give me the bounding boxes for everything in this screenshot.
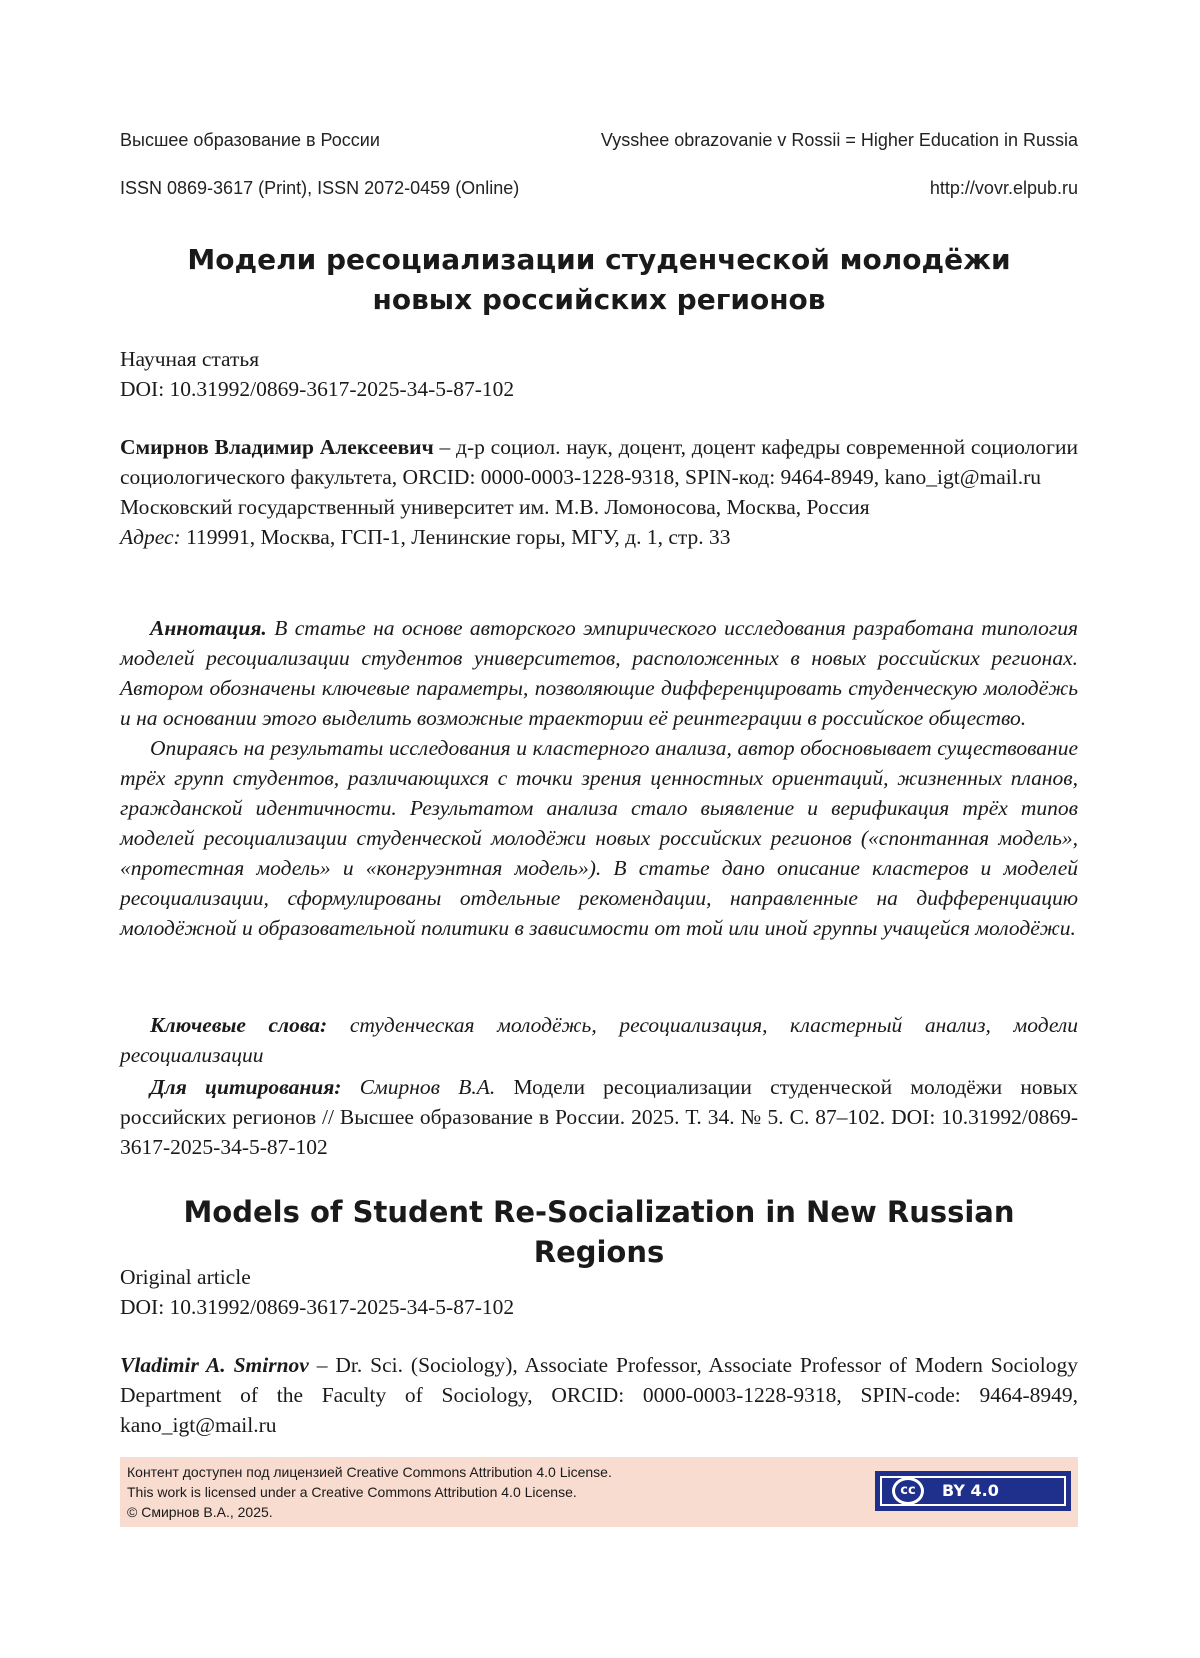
affiliation-ru: Московский государственный университет им. М.В. Ломоносова, Москва, Россия bbox=[120, 495, 870, 519]
license-line-en: This work is licensed under a Creative Commons Attribution 4.0 License. bbox=[127, 1484, 577, 1500]
copyright: © Смирнов В.А., 2025. bbox=[127, 1504, 273, 1520]
journal-title-en: Vysshee obrazovanie v Rossii = Higher Education in Russia bbox=[600, 130, 1078, 150]
abstract-p2: Опираясь на результаты исследования и кластерного анализа, автор обосновывает существование трёх групп студентов, различающихся с точки зрения ценностных ориентаций, жизненных планов, гражданской идентичности. Результатом анализа стало выявление и верификация трёх типов моделей ресоциализации студенческой молодёжи новых российских регионов («спонтанная модель», «протестная модель» и «конгруэнтная модель»). В статье дано описание кластеров и моделей ресоциализации, сформулированы отдельные рекомендации, направленные на дифференциацию молодёжной и образовательной политики в зависимости от той или иной группы учащейся молодёжи. bbox=[120, 736, 1078, 940]
keywords-label: Ключевые слова: bbox=[150, 1013, 328, 1037]
author-desc-ru: – д-р социол. наук, доцент, доцент кафедры современной социологии социологического факультета, ORCID: 0000-0003-1228-9318, SPIN-код: 9464-8949, kano_igt@mail.ru bbox=[120, 435, 1078, 489]
license-box bbox=[120, 1457, 1078, 1527]
cite-author: Смирнов В.А. bbox=[341, 1075, 496, 1099]
doi-en[interactable]: DOI: 10.31992/0869-3617-2025-34-5-87-102 bbox=[120, 1295, 515, 1319]
author-info-ru bbox=[120, 432, 1078, 552]
author-desc-en: – Dr. Sci. (Sociology), Associate Professor, Associate Professor of Modern Sociology Department of the Faculty of Sociology, ORCID: 0000-0003-1228-9318, SPIN-code: 9464-8949, kano_igt@mail.ru bbox=[120, 1353, 1078, 1437]
article-title-ru bbox=[120, 240, 1078, 320]
journal-url[interactable]: http://vovr.elpub.ru bbox=[929, 178, 1078, 198]
address-value-ru: 119991, Москва, ГСП-1, Ленинские горы, МГУ, д. 1, стр. 33 bbox=[180, 525, 731, 549]
title-ru-line1: Модели ресоциализации студенческой молодёжи bbox=[187, 243, 1011, 276]
abstract-p1 bbox=[120, 613, 1078, 733]
author-line-ru bbox=[120, 432, 1078, 492]
issn: ISSN 0869-3617 (Print), ISSN 2072-0459 (Online) bbox=[120, 178, 520, 198]
abstract-label: Аннотация. bbox=[150, 616, 267, 640]
cc-license-badge[interactable] bbox=[875, 1471, 1071, 1511]
article-type-ru: Научная статья bbox=[120, 347, 260, 371]
journal-title-ru: Высшее образование в России bbox=[120, 130, 380, 150]
article-meta-ru bbox=[120, 344, 1078, 404]
running-header bbox=[120, 130, 1078, 151]
author-name-ru: Смирнов Владимир Алексеевич bbox=[120, 435, 434, 459]
citation-ru bbox=[120, 1072, 1078, 1162]
title-ru-line2: новых российских регионов bbox=[372, 283, 826, 316]
issn-header bbox=[120, 178, 1078, 199]
keywords-text: студенческая молодёжь, ресоциализация, кластерный анализ, модели ресоциализации bbox=[120, 1013, 1078, 1067]
article-type-en: Original article bbox=[120, 1265, 251, 1289]
doi-ru[interactable]: DOI: 10.31992/0869-3617-2025-34-5-87-102 bbox=[120, 377, 515, 401]
author-name-en: Vladimir A. Smirnov bbox=[120, 1353, 309, 1377]
article-title-en: Models of Student Re-Socialization in New Russian Regions bbox=[183, 1195, 1015, 1269]
cite-text: Модели ресоциализации студенческой молодёжи новых российских регионов // Высшее образование в России. 2025. Т. 34. № 5. С. 87–102. DOI: 10.31992/0869-3617-2025-34-5-87-102 bbox=[120, 1075, 1079, 1159]
author-info-en bbox=[120, 1350, 1078, 1440]
article-meta-en bbox=[120, 1262, 1078, 1322]
keywords-ru bbox=[120, 1010, 1078, 1070]
address-label-ru: Адрес: bbox=[120, 525, 181, 549]
cite-label: Для цитирования: bbox=[150, 1075, 342, 1099]
license-text bbox=[127, 1462, 612, 1522]
abstract-p1-text: В статье на основе авторского эмпирического исследования разработана типология моделей ресоциализации студентов университетов, расположенных в новых российских регионах. Автором обозначены ключевые параметры, позволяющие дифференцировать студенческую молодёжь и на основании этого выделить возможные траектории её реинтеграции в российское общество. bbox=[120, 616, 1078, 730]
license-line-ru: Контент доступен под лицензией Creative Commons Attribution 4.0 License. bbox=[127, 1464, 612, 1480]
creative-commons-icon: cc bbox=[892, 1477, 924, 1505]
address-ru bbox=[120, 522, 1078, 552]
cc-badge-label: BY 4.0 bbox=[942, 1481, 999, 1500]
abstract-ru bbox=[120, 613, 1078, 943]
